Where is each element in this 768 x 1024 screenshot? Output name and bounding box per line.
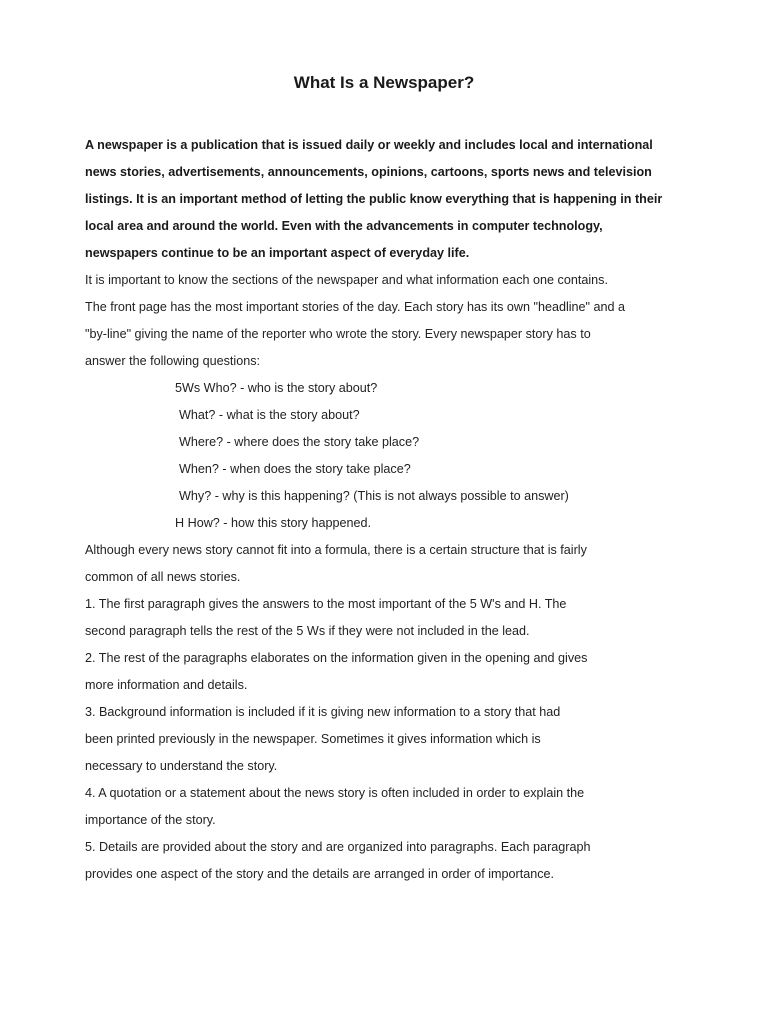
structure-line: 3. Background information is included if it is giving new information to a story that had [85, 705, 561, 719]
structure-line: provides one aspect of the story and the details are arranged in order of importance. [85, 867, 555, 881]
question-item: Where? - where does the story take place? [179, 435, 420, 449]
structure-line: more information and details. [85, 678, 248, 692]
structure-line: second paragraph tells the rest of the 5 Ws if they were not included in the lead. [85, 624, 530, 638]
structure-line: common of all news stories. [85, 570, 241, 584]
structure-line: 2. The rest of the paragraphs elaborates on the information given in the opening and gives [85, 651, 588, 665]
intro-line: A newspaper is a publication that is issued daily or weekly and includes local and international [85, 138, 653, 152]
structure-line: importance of the story. [85, 813, 216, 827]
structure-line: 5. Details are provided about the story and are organized into paragraphs. Each paragraph [85, 840, 591, 854]
body-line: answer the following questions: [85, 354, 261, 368]
body-line: "by-line" giving the name of the reporter who wrote the story. Every newspaper story has to [85, 327, 591, 341]
structure-line: been printed previously in the newspaper. Sometimes it gives information which is [85, 732, 541, 746]
intro-line: listings. It is an important method of letting the public know everything that is happening in their [85, 192, 663, 206]
question-item: H How? - how this story happened. [175, 516, 372, 530]
structure-line: 1. The first paragraph gives the answers to the most important of the 5 W's and H. The [85, 597, 567, 611]
structure-line: 4. A quotation or a statement about the news story is often included in order to explain the [85, 786, 585, 800]
body-line: The front page has the most important stories of the day. Each story has its own "headline" and a [85, 300, 626, 314]
intro-line: newspapers continue to be an important aspect of everyday life. [85, 246, 470, 260]
body-line: It is important to know the sections of the newspaper and what information each one contains. [85, 273, 608, 287]
page-title: What Is a Newspaper? [293, 73, 475, 92]
intro-line: news stories, advertisements, announcements, opinions, cartoons, sports news and television [85, 165, 652, 179]
intro-line: local area and around the world. Even with the advancements in computer technology, [85, 219, 603, 233]
question-item: 5Ws Who? - who is the story about? [175, 381, 378, 395]
question-item: Why? - why is this happening? (This is not always possible to answer) [179, 489, 569, 503]
question-item: When? - when does the story take place? [179, 462, 411, 476]
structure-line: necessary to understand the story. [85, 759, 278, 773]
question-item: What? - what is the story about? [179, 408, 360, 422]
structure-line: Although every news story cannot fit into a formula, there is a certain structure that is fairly [85, 543, 587, 557]
